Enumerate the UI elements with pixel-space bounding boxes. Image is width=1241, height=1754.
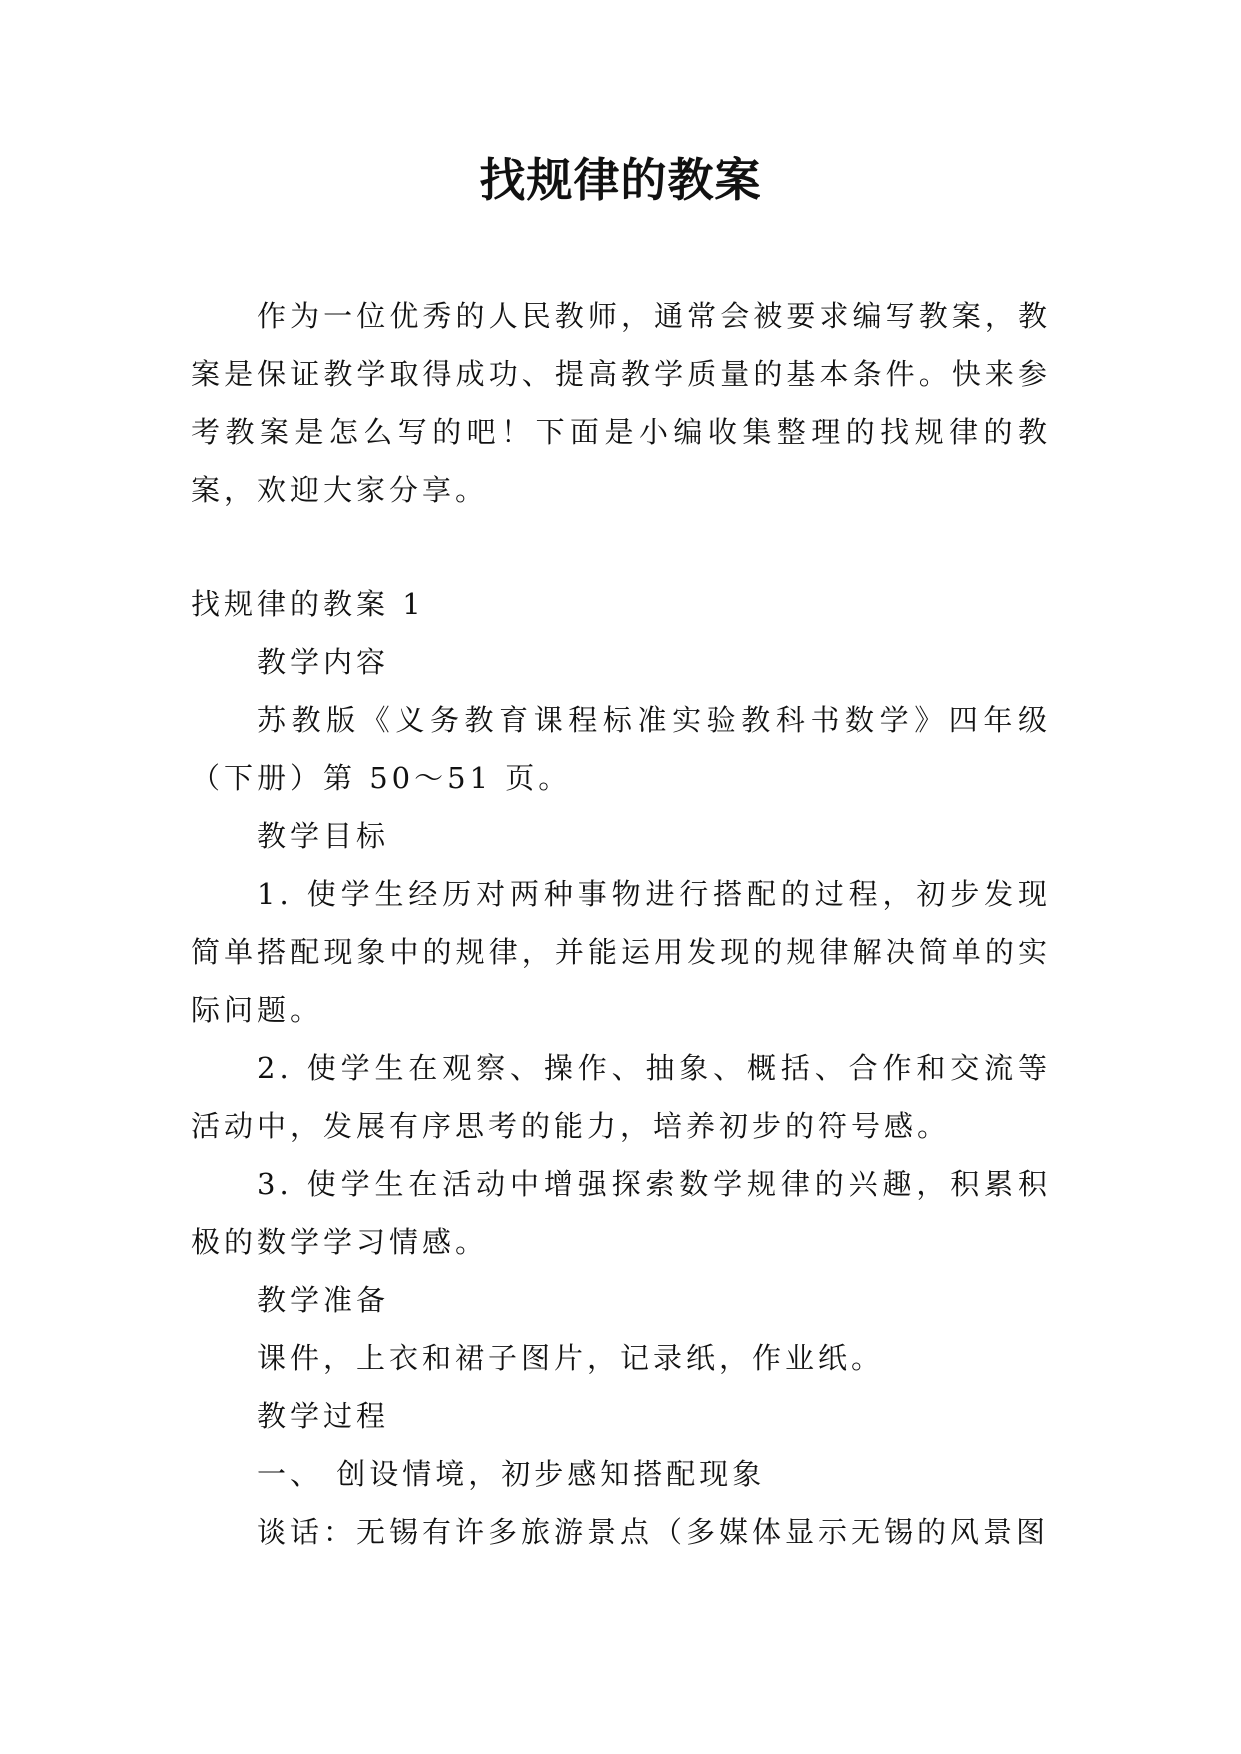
document-title: 找规律的教案 — [479, 153, 762, 207]
goal-item-2: 2. 使学生在观察、操作、抽象、概括、合作和交流等活动中，发展有序思考的能力，培养初步的符号感。 — [191, 1051, 1051, 1143]
intro-paragraph: 作为一位优秀的人民教师，通常会被要求编写教案，教案是保证教学取得成功、提高教学质量的基本条件。快来参考教案是怎么写的吧！下面是小编收集整理的找规律的教案，欢迎大家分享。 — [191, 299, 1051, 507]
prep-paragraph: 课件，上衣和裙子图片，记录纸，作业纸。 — [257, 1341, 885, 1375]
process-step-1: 一、 创设情境，初步感知搭配现象 — [257, 1457, 766, 1491]
process-heading: 教学过程 — [257, 1399, 390, 1433]
content-heading: 教学内容 — [257, 645, 390, 679]
talk-paragraph: 谈话：无锡有许多旅游景点（多媒体显示无锡的风景图 — [257, 1515, 1050, 1549]
section-title: 找规律的教案 1 — [191, 587, 425, 621]
goal-item-3: 3. 使学生在活动中增强探索数学规律的兴趣，积累积极的数学学习情感。 — [191, 1167, 1051, 1259]
content-paragraph: 苏教版《义务教育课程标准实验教科书数学》四年级（下册）第 50～51 页。 — [191, 703, 1051, 795]
goals-heading: 教学目标 — [257, 819, 390, 853]
document-body — [191, 287, 1051, 1561]
prep-heading: 教学准备 — [257, 1283, 390, 1317]
goal-item-1: 1. 使学生经历对两种事物进行搭配的过程，初步发现简单搭配现象中的规律，并能运用发现的规律解决简单的实际问题。 — [191, 877, 1051, 1027]
